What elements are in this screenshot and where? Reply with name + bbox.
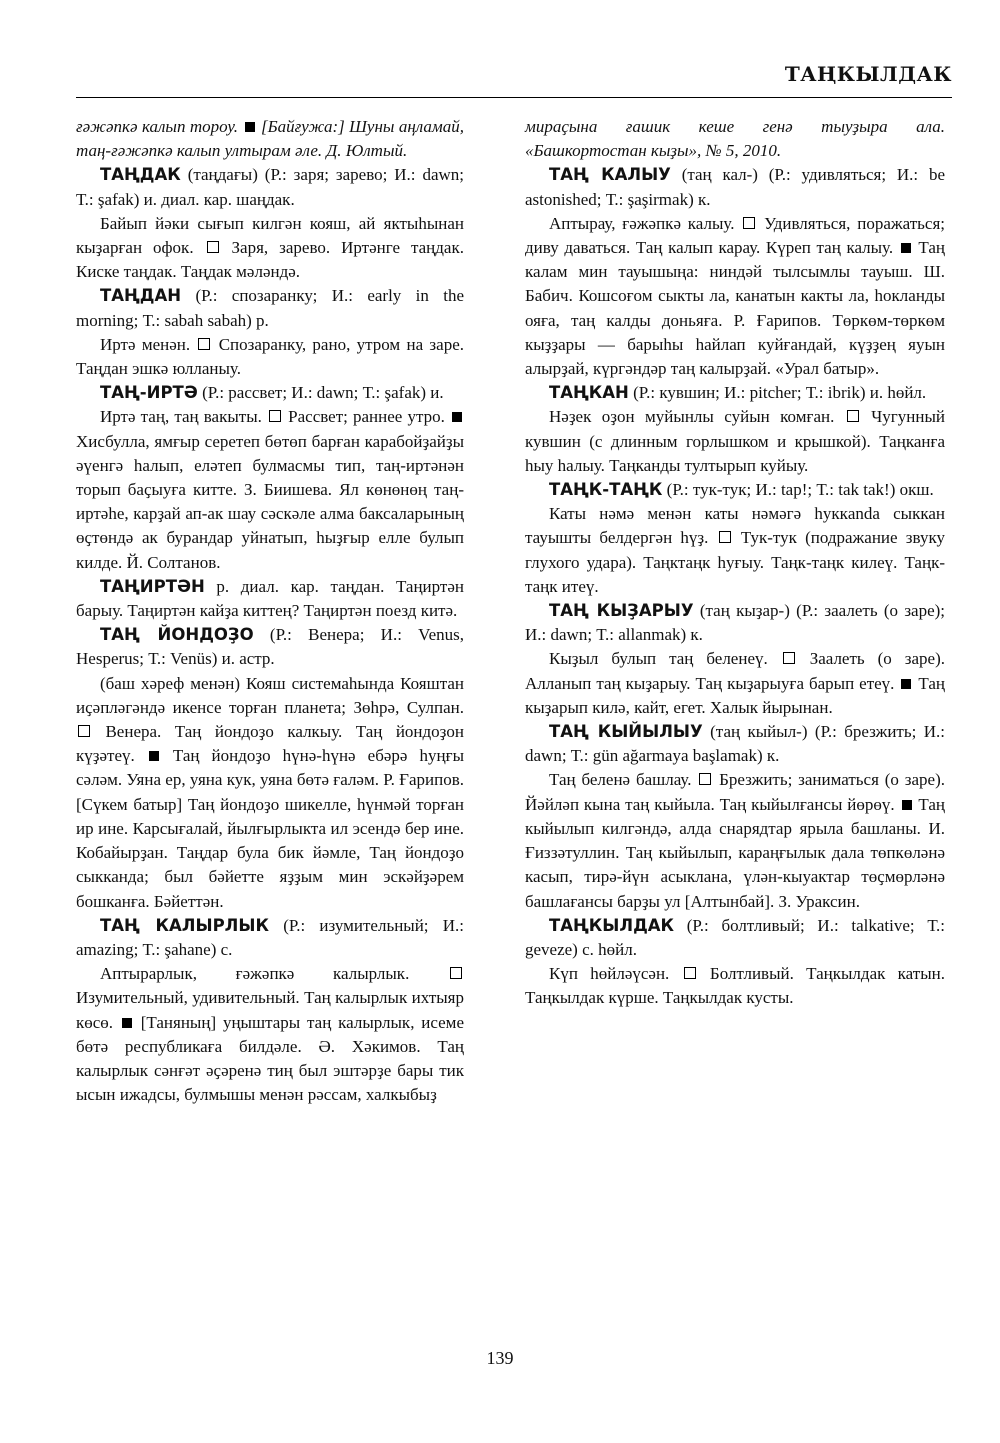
headword: ТАҢ КАЛЫРЛЫК [100,915,269,935]
headword: ТАҢ КЫҘАРЫУ [549,601,694,621]
translation-marker-icon [269,410,281,422]
entry-head-line [76,914,464,962]
entry-definition: Күп һөйләүсән. Болтливый. Таңкылдак катын. Таңкылдак күрше. Таңкылдак кусты. [525,964,945,1008]
headword: ТАҢК-ТАҢК [549,480,663,500]
entry-continuation: ғәжәпкә калып тороу. [Байғужа:] Шуны аңламай, таң-ғәжәпкә калып ултырам әле. Д. Юлтый. [76,117,465,161]
dictionary-entry [525,599,945,720]
entry-head-line [76,381,464,405]
entry-head-line [525,914,945,962]
entry-head-line [76,284,464,332]
left-column [76,115,464,1107]
page-number: 139 [486,1348,514,1368]
example-marker-icon [902,800,912,810]
dictionary-entry [76,163,464,284]
entry-definition: Каты нәмә менән каты нәмәгә һуккanda сыккан тауышты белдергән һүҙ. Тук-тук (подражание звуку глухого удара). Таңктаңк һуғыу. Таңк-таңк килеү. Таңк-таңк итеү. [525,504,945,596]
headword: ТАҢИРТӘН [100,576,205,596]
dictionary-entry [525,163,945,381]
translation-marker-icon [450,967,462,979]
header-rule [76,97,952,98]
translation-marker-icon [847,410,859,422]
entry-grammar: (Р.: кувшин; И.: pitcher; Т.: ibrik) и. һөйл. [633,383,927,403]
translation-marker-icon [78,725,90,737]
headword: ТАҢДАН [100,286,182,306]
headword: ТАҢ КЫЙЫЛЫУ [549,722,703,742]
entry-head-line [525,478,945,502]
entry-head-line [525,381,945,405]
translation-marker-icon [684,967,696,979]
headword: ТАҢ ЙОНДОҘО [100,625,254,645]
entry-grammar: (Р.: изумительный; И.: amazing; Т.: şahane) с. [76,915,465,959]
dictionary-entry [525,478,945,599]
translation-marker-icon [743,217,755,229]
dictionary-entry [525,720,945,914]
translation-marker-icon [198,338,210,350]
example-marker-icon [901,243,911,253]
dictionary-entry [76,381,464,575]
dictionary-entry [76,284,464,381]
dictionary-entry [76,623,464,913]
running-head: ТАҢКЫЛДАК [784,62,952,86]
entry-grammar: (Р.: Венера; И.: Venus, Hesperus; Т.: Venüs) и. астр. [76,625,464,669]
example-marker-icon [452,412,462,422]
entry-continuation: мираҫына ғашик кеше генә тыуҙыра ала. «Башкортостан кыҙы», № 5, 2010. [525,117,945,161]
translation-marker-icon [207,241,219,253]
entry-definition: Аптырарлык, ғәжәпкә калырлык. Изумительный, удивительный. Таң калырлык ихтыяр көсө. [Таняның] уңыштары таң калырлык, исеме бөтә республикаға билдәле. Ә. Хәкимов. Таң калырлык сәнғәт әҫәренә тиң был эштәрҙе бары тик ысын ижадсы, булмышы менән рәссам, халкыбыҙ [76,964,464,1105]
headword: ТАҢКЫЛДАК [549,915,675,935]
entry-definition: Кыҙыл булып таң беленеү. Заалеть (о заре). Алланып таң кыҙарыу. Таң кыҙарыуға барып етеү. Таң кыҙарып килә, кайт, егет. Халык йырынан. [525,649,945,717]
entry-grammar: (Р.: болтливый; И.: talkative; Т.: geveze) с. һөйл. [525,915,946,959]
translation-marker-icon [719,531,731,543]
entry-head-line [525,720,945,768]
entry-definition: (баш хәреф менән) Кояш системаһында Кояштан иҫәпләгәндә икенсе торған планета; Зөһрә, Сулпан. Венера. Таң йондоҙо калкыу. Таң йондоҙон күҙәтеү. Таң йондоҙо һүнә-һүнә ебәрә һуңғы сәләм. Уяна ер, уяна кук, уяна бөтә ғаләм. Р. Ғарипов. [Сүкем батыр] Таң йондоҙо шикелле, һүнмәй торған ир ине. Карсығалай, йылғырлыкта ил эсендә бер ине. Кобайырҙан. Таңдар була бик йәмле, Таң йондоҙо сыкканда; был бәйетте яҙҙым мин эскәйҙәрем бошканға. Бәйеттән. [76,673,465,911]
example-marker-icon [901,679,911,689]
translation-marker-icon [699,773,711,785]
entry-head-line [76,575,464,623]
entry-head-line [525,163,945,211]
entry-grammar: р. диал. кар. таңдан. Таңиртән барыу. Таңиртән кайҙа киттең? Таңиртән поезд китә. [76,576,464,621]
entry-grammar: (Р.: рассвет; И.: dawn; Т.: şafak) и. [202,383,444,403]
dictionary-entry [525,115,945,163]
entry-head-line [76,163,464,211]
example-marker-icon [245,122,255,132]
entry-grammar: (таңдағы) (Р.: заря; зарево; И.: dawn; Т.: şafak) и. диал. кар. шаңдак. [76,165,464,209]
entry-head-line [525,599,945,647]
headword: ТАҢ КАЛЫУ [549,165,671,185]
entry-grammar: (Р.: спозаранку; И.: early in the morning; Т.: sabah sabah) р. [76,286,465,330]
dictionary-entry [76,914,464,1108]
dictionary-entry [525,914,945,1011]
entry-definition: Аптырау, ғәжәпкә калыу. Удивляться, поражаться; диву даваться. Таң калып карау. Күреп таң калыу. Таң калам мин тауышыңа: ниндәй тылсымлы тауыш. Ш. Бабич. Кошсоғом сыкты ла, канатын какты ла, һокланды ояға, таң калды доньяға. Р. Ғарипов. Төркөм-төркөм кыҙҙары — барыһы һайлап куйғандай, күҙҙең яуын алырҙай, күргәндәр таң калырҙай. «Урал батыр». [525,213,945,379]
entry-definition: Таң беленә башлау. Брезжить; заниматься (о заре). Йәйләп кына таң кыйыла. Таң кыйылғансы йөрөү. Таң кыйылып килгәндә, алда снарядтар ярыла башланы. И. Ғиззәтуллин. Таң кыйылып, караңғылык дала төпкөләнә касып, тирә-йүн асыклана, үлән-кыуактар төҫмөрләнә башлағансы барҙы ул [Алтынбай]. З. Ураксин. [525,770,945,911]
example-marker-icon [149,751,159,761]
entry-grammar: (таң кыйыл-) (Р.: брезжить; И.: dawn; Т.: gün ağarmaya başlamak) к. [525,722,945,766]
entry-grammar: (Р.: тук-тук; И.: tap!; Т.: tak tak!) окш. [666,480,934,500]
dictionary-entry [525,381,945,478]
entry-definition: Иртә таң, таң вакыты. Рассвет; раннее утро. Хисбулла, ямғыр серетеп бөтөп барған карабойҙайҙы әүенгә һалып, еләтеп булмасмы тип, таң-иртәнән торып баҫыуға китте. З. Биишева. Ял көнөнөң таң-иртәһе, карҙай ап-ак шау сәскәле алма баксаларының өҫтөндә ак бурандар уйнатып, һыҙғыр елле булып килде. Й. Солтанов. [76,407,464,572]
entry-grammar: (таң кыҙар-) (Р.: заалеть (о заре); И.: dawn; Т.: allanmak) к. [525,601,946,645]
right-column [525,115,945,1011]
headword: ТАҢ-ИРТӘ [100,383,198,403]
example-marker-icon [122,1018,132,1028]
entry-definition: Нәҙек оҙон муйынлы суйын комған. Чугунный кувшин (с длинным горлышком и крышкой). Таңканға һыу һалыу. Таңканды тултырып куйыу. [525,407,945,475]
dictionary-entry [76,115,464,163]
entry-definition: Иртә менән. Спозаранку, рано, утром на заре. Таңдан эшкә юлланыу. [76,334,464,379]
entry-head-line [76,623,464,671]
headword: ТАҢДАК [100,165,181,185]
entry-grammar: (таң кал-) (Р.: удивляться; И.: be astonished; Т.: şaşirmak) к. [525,165,945,209]
dictionary-entry [76,575,464,623]
entry-definition: Байып йәки сығып килгән кояш, ай яктыһынан кыҙарған офок. Заря, зарево. Иртәнге таңдак. Киске таңдак. Таңдак мәләндә. [76,213,464,282]
headword: ТАҢКАН [549,383,629,403]
translation-marker-icon [783,652,795,664]
